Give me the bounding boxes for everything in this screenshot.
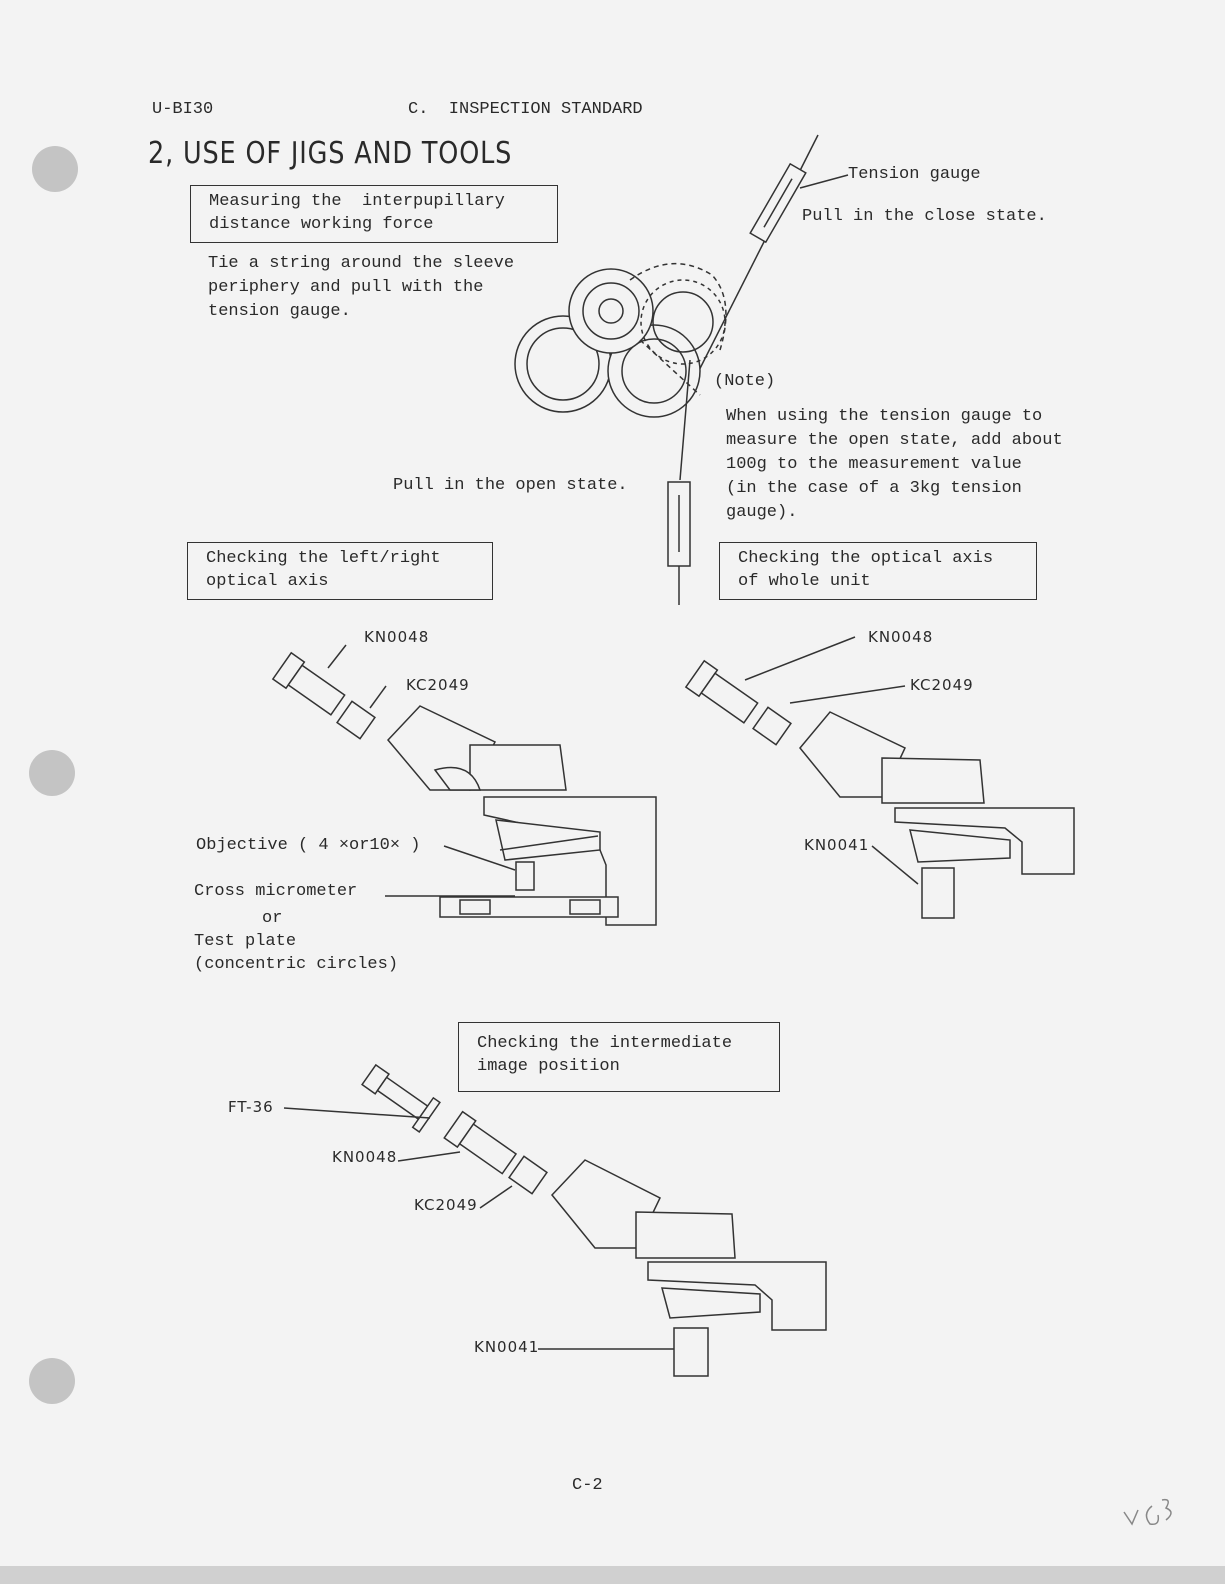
label-kc2049: KC2049 bbox=[406, 676, 470, 694]
tension-gauge-label: Tension gauge bbox=[848, 165, 981, 184]
label-kc2049: KC2049 bbox=[910, 676, 974, 694]
label-cross-micrometer: Cross micrometer bbox=[194, 882, 358, 901]
label-or: or bbox=[262, 909, 283, 928]
label-objective: Objective ( 4 ×or10× ) bbox=[196, 836, 421, 855]
label-kn0041: KN0041 bbox=[804, 836, 870, 854]
label-concentric: (concentric circles) bbox=[194, 955, 399, 974]
pull-close-label: Pull in the close state. bbox=[802, 207, 1047, 226]
page-number: C-2 bbox=[572, 1476, 603, 1495]
label-kc2049: KC2049 bbox=[414, 1196, 478, 1214]
note-title: (Note) bbox=[714, 372, 776, 391]
microscope-whole bbox=[686, 637, 1074, 918]
label-kn0048: KN0048 bbox=[868, 628, 934, 646]
note-text: When using the tension gauge to measure the open state, add about 100g to the measurement value (in the case of a 3kg tension gauge). bbox=[726, 407, 1063, 522]
label-test-plate: Test plate bbox=[194, 932, 297, 951]
scan-edge bbox=[0, 1566, 1225, 1584]
intermediate-box: Checking the intermediate image position bbox=[458, 1022, 780, 1092]
pull-open-label: Pull in the open state. bbox=[393, 476, 628, 495]
label-kn0048: KN0048 bbox=[332, 1148, 398, 1166]
ipd-instruction: Tie a string around the sleeve periphery and pull with the tension gauge. bbox=[208, 254, 515, 321]
left-right-box: Checking the left/right optical axis bbox=[187, 542, 493, 600]
header-model: U-BI30 bbox=[152, 100, 214, 119]
microscope-intermediate bbox=[284, 1060, 826, 1376]
page-title: 2, USE OF JIGS AND TOOLS bbox=[148, 136, 513, 171]
ipd-drawing bbox=[515, 135, 848, 605]
label-ft36: FT-36 bbox=[228, 1098, 274, 1116]
label-kn0041: KN0041 bbox=[474, 1338, 540, 1356]
header-section: C. INSPECTION STANDARD bbox=[408, 100, 643, 119]
ipd-box: Measuring the interpupillary distance working force bbox=[190, 185, 558, 243]
label-kn0048: KN0048 bbox=[364, 628, 430, 646]
whole-unit-box: Checking the optical axis of whole unit bbox=[719, 542, 1037, 600]
